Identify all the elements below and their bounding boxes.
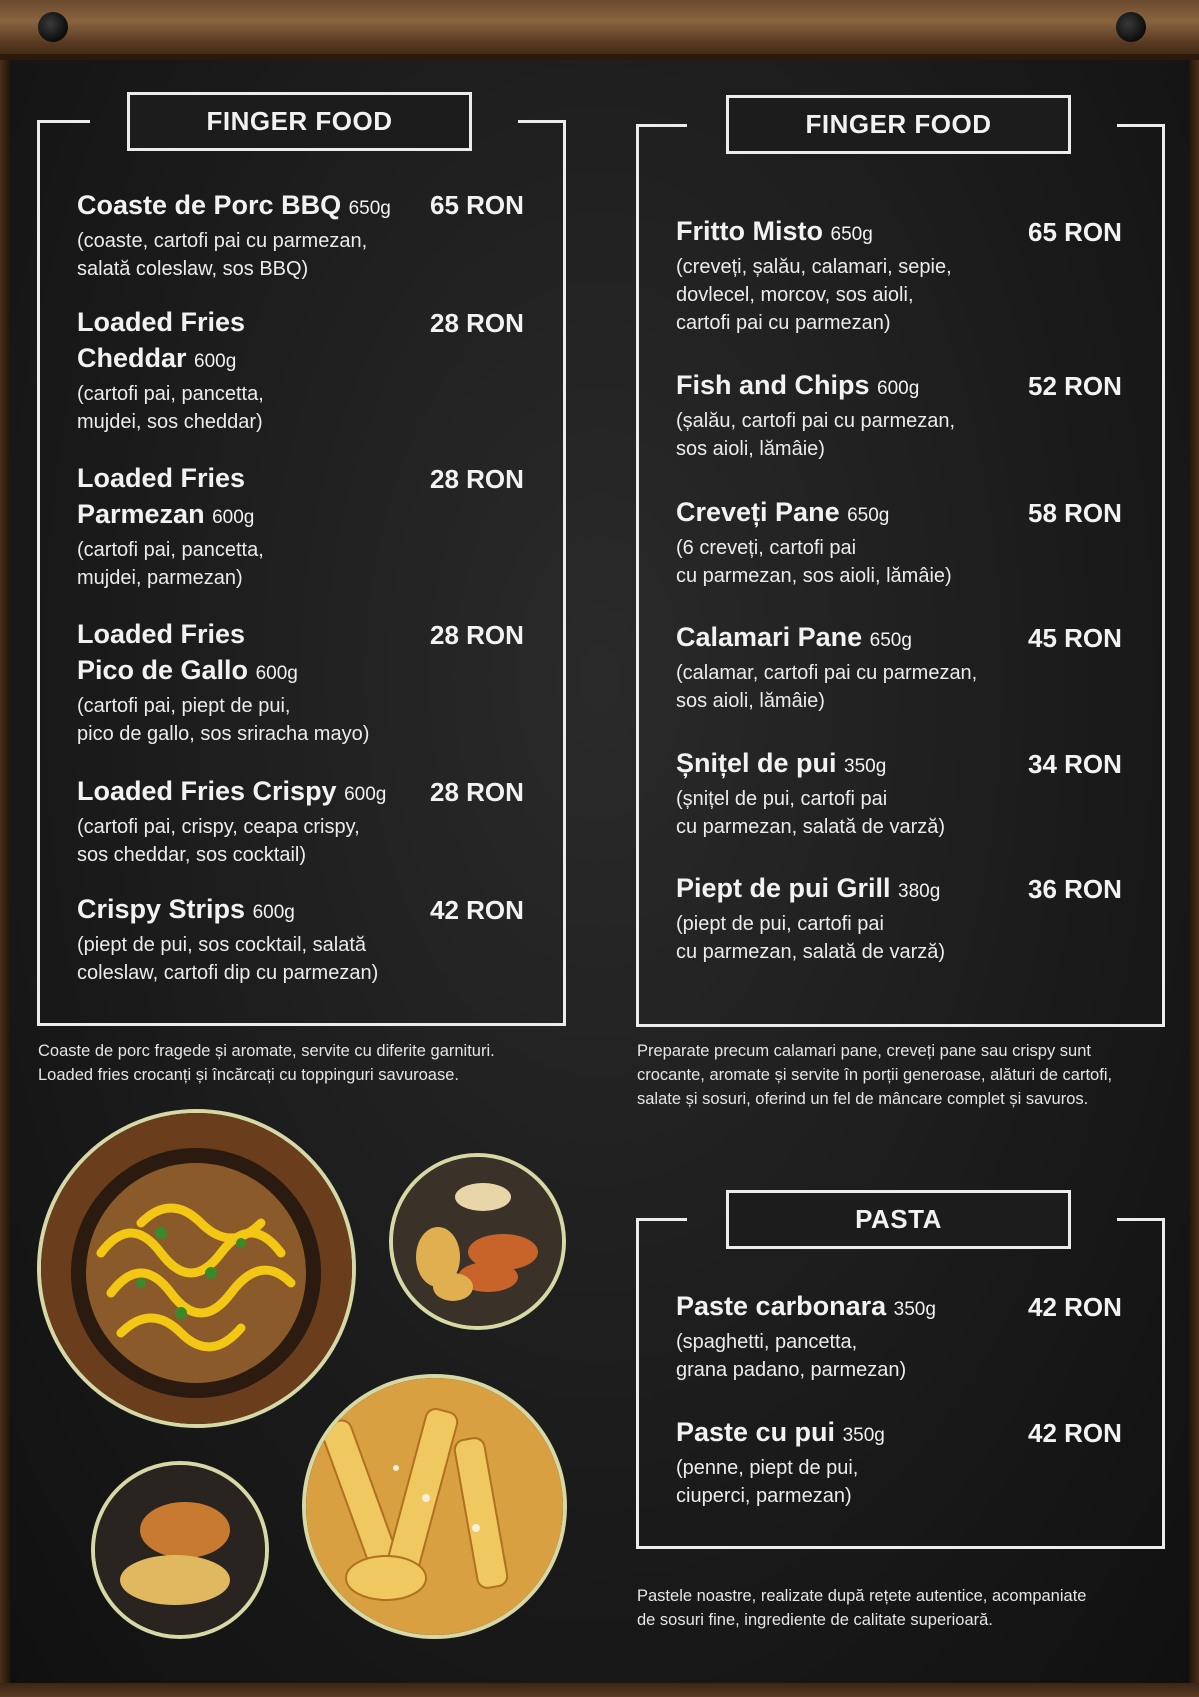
item-desc: mujdei, sos cheddar)	[77, 411, 263, 433]
menu-item	[676, 619, 1016, 715]
item-price: 28 RON	[430, 464, 524, 494]
menu-item	[77, 773, 417, 869]
item-name: Creveți Pane	[676, 497, 840, 527]
item-name: Parmezan	[77, 499, 205, 529]
item-name: Fish and Chips	[676, 370, 870, 400]
item-desc: (cartofi pai, piept de pui,	[77, 695, 291, 717]
item-desc: sos aioli, lămâie)	[676, 438, 825, 460]
item-price: 65 RON	[1028, 217, 1122, 247]
item-desc: sos aioli, lămâie)	[676, 690, 825, 712]
item-weight: 350g	[844, 756, 887, 777]
wooden-frame-bottom	[0, 1683, 1199, 1697]
right-section-title	[726, 95, 1071, 154]
item-desc: (cartofi pai, pancetta,	[77, 383, 264, 405]
item-name: Piept de pui Grill	[676, 873, 891, 903]
item-desc: cu parmezan, sos aioli, lămâie)	[676, 565, 952, 587]
item-desc: (penne, piept de pui,	[676, 1457, 859, 1479]
item-weight: 650g	[830, 224, 873, 245]
item-weight: 380g	[898, 881, 941, 902]
item-desc: (șnițel de pui, cartofi pai	[676, 788, 888, 810]
item-name: Fritto Misto	[676, 216, 823, 246]
item-weight: 350g	[842, 1425, 885, 1446]
item-desc: cartofi pai cu parmezan)	[676, 312, 891, 334]
menu-item	[676, 213, 1016, 337]
item-weight: 600g	[255, 663, 298, 684]
item-price: 58 RON	[1028, 498, 1122, 528]
item-desc: (coaste, cartofi pai cu parmezan,	[77, 230, 368, 252]
item-desc: (cartofi pai, crispy, ceapa crispy,	[77, 816, 360, 838]
item-price: 52 RON	[1028, 371, 1122, 401]
menu-item	[77, 891, 437, 987]
menu-item	[77, 304, 417, 436]
item-desc: (piept de pui, sos cocktail, salată	[77, 934, 367, 956]
menu-item	[676, 870, 1016, 966]
menu-item	[676, 1288, 1016, 1384]
item-desc: dovlecel, morcov, sos aioli,	[676, 284, 914, 306]
item-desc: (calamar, cartofi pai cu parmezan,	[676, 662, 978, 684]
item-weight: 650g	[847, 505, 890, 526]
item-weight: 650g	[869, 630, 912, 651]
item-weight: 600g	[344, 784, 387, 805]
item-desc: cu parmezan, salată de varză)	[676, 941, 946, 963]
item-weight: 350g	[893, 1299, 936, 1320]
item-name: Loaded Fries Crispy	[77, 776, 337, 806]
item-desc: grana padano, parmezan)	[676, 1359, 907, 1381]
loaded-fries-photo	[37, 1109, 356, 1428]
menu-item	[676, 1414, 1016, 1510]
menu-item	[676, 367, 1016, 463]
item-price: 42 RON	[1028, 1418, 1122, 1448]
item-weight: 600g	[877, 378, 920, 399]
item-price: 65 RON	[430, 190, 524, 220]
left-section-note: Coaste de porc fragede și aromate, servite cu diferite garnituri. Loaded fries crocanți și încărcați cu toppinguri savuroase.	[38, 1042, 495, 1084]
item-price: 28 RON	[430, 777, 524, 807]
left-section-title	[127, 92, 472, 151]
menu-item	[676, 494, 1016, 590]
item-desc: (6 creveți, cartofi pai	[676, 537, 857, 559]
pasta-section-title	[726, 1190, 1071, 1249]
wooden-frame-left	[0, 60, 10, 1697]
item-price: 42 RON	[1028, 1292, 1122, 1322]
menu-item	[77, 616, 417, 748]
item-desc: cu parmezan, salată de varză)	[676, 816, 946, 838]
nail-icon	[1116, 12, 1146, 42]
section-title-text: FINGER FOOD	[805, 109, 992, 139]
item-name: Loaded Fries	[77, 463, 246, 493]
item-desc: (piept de pui, cartofi pai	[676, 913, 884, 935]
item-desc: salată coleslaw, sos BBQ)	[77, 258, 309, 280]
shrimp-calamari-photo	[389, 1153, 566, 1330]
item-price: 28 RON	[430, 620, 524, 650]
item-price: 45 RON	[1028, 623, 1122, 653]
item-weight: 600g	[212, 507, 255, 528]
item-name: Calamari Pane	[676, 622, 863, 652]
item-name: Cheddar	[77, 343, 187, 373]
item-name: Crispy Strips	[77, 894, 246, 924]
right-section-note: Preparate precum calamari pane, creveți pane sau crispy sunt crocante, aromate și servite în porții generoase, alături de cartofi, salate și sosuri, oferind un fel de mâncare complet și savuros.	[637, 1042, 1113, 1108]
wooden-frame-top	[0, 0, 1199, 60]
item-name: Loaded Fries	[77, 619, 246, 649]
item-desc: (cartofi pai, pancetta,	[77, 539, 264, 561]
nail-icon	[38, 12, 68, 42]
menu-item	[77, 187, 417, 283]
item-name: Paste carbonara	[676, 1291, 887, 1321]
item-desc: pico de gallo, sos sriracha mayo)	[77, 723, 370, 745]
section-title-text: FINGER FOOD	[206, 106, 393, 136]
menu-item	[77, 460, 417, 592]
menu-item	[676, 745, 1016, 841]
item-desc: mujdei, parmezan)	[77, 567, 243, 589]
crispy-strips-photo	[91, 1461, 269, 1639]
parmesan-fries-photo	[302, 1374, 567, 1639]
item-price: 42 RON	[430, 895, 524, 925]
section-title-text: PASTA	[855, 1204, 942, 1234]
item-price: 34 RON	[1028, 749, 1122, 779]
item-name: Paste cu pui	[676, 1417, 836, 1447]
item-weight: 600g	[194, 351, 237, 372]
item-name: Coaste de Porc BBQ	[77, 190, 342, 220]
item-desc: (șalău, cartofi pai cu parmezan,	[676, 410, 956, 432]
item-name: Loaded Fries	[77, 307, 246, 337]
item-weight: 650g	[348, 198, 391, 219]
item-desc: (creveți, șalău, calamari, sepie,	[676, 256, 952, 278]
wooden-frame-right	[1189, 60, 1199, 1697]
item-desc: coleslaw, cartofi dip cu parmezan)	[77, 962, 379, 984]
item-name: Șnițel de pui	[676, 748, 837, 778]
item-price: 36 RON	[1028, 874, 1122, 904]
item-weight: 600g	[252, 902, 295, 923]
item-desc: sos cheddar, sos cocktail)	[77, 844, 306, 866]
item-name: Pico de Gallo	[77, 655, 249, 685]
item-price: 28 RON	[430, 308, 524, 338]
item-desc: (spaghetti, pancetta,	[676, 1331, 858, 1353]
item-desc: ciuperci, parmezan)	[676, 1485, 852, 1507]
pasta-section-note: Pastele noastre, realizate după rețete autentice, acompaniate de sosuri fine, ingrediente de calitate superioară.	[637, 1587, 1087, 1629]
